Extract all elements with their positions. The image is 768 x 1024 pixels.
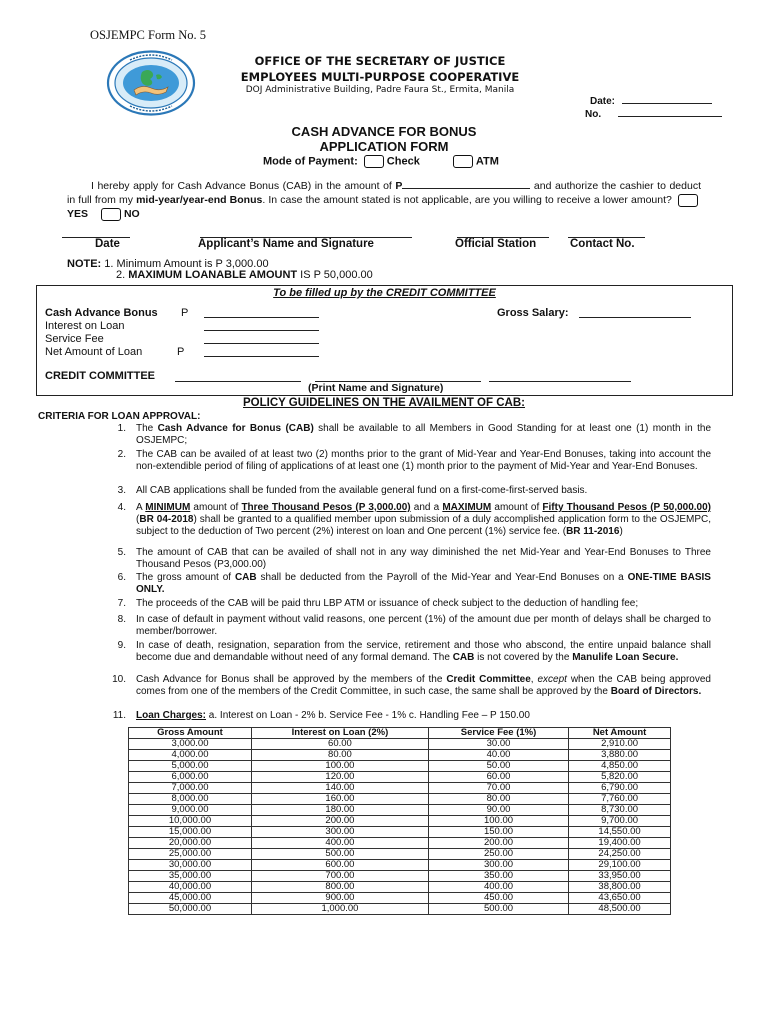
application-statement: I hereby apply for Cash Advance Bonus (CAB) in the amount of P and authorize the cashier to deduct in full from my mid-year/year-end Bonus. In case the amount stated is not applicable, are you willing to receive a lower amount? YES NO	[67, 180, 701, 221]
atm-label: ATM	[475, 155, 499, 168]
table-cell: 60.00	[428, 772, 568, 783]
table-cell: 50,000.00	[129, 904, 252, 915]
table-cell: 24,250.00	[569, 849, 671, 860]
table-row	[129, 860, 671, 871]
table-cell: 29,100.00	[569, 860, 671, 871]
date-caption: Date	[95, 238, 120, 250]
station-caption: Official Station	[455, 238, 537, 250]
table-cell: 19,400.00	[569, 838, 671, 849]
criteria-title: CRITERIA FOR LOAN APPROVAL:	[38, 411, 201, 422]
table-cell: 4,850.00	[569, 761, 671, 772]
applicant-caption: Applicant’s Name and Signature	[198, 238, 374, 250]
table-row	[129, 871, 671, 882]
table-cell: 4,000.00	[129, 750, 252, 761]
policy-title: POLICY GUIDELINES ON THE AVAILMENT OF CAB:	[243, 397, 525, 409]
table-cell: 400.00	[428, 882, 568, 893]
form-no-field[interactable]	[585, 106, 722, 122]
table-cell: 8,000.00	[129, 794, 252, 805]
table-cell: 150.00	[428, 827, 568, 838]
table-row	[129, 849, 671, 860]
office-address: DOJ Administrative Building, Padre Faura St., Ermita, Manila	[245, 85, 515, 95]
check-label: Check	[386, 155, 420, 168]
table-row	[129, 904, 671, 915]
header-service-fee: Service Fee (1%)	[428, 728, 568, 739]
table-cell: 7,760.00	[569, 794, 671, 805]
table-row	[129, 772, 671, 783]
table-row	[129, 882, 671, 893]
table-cell: 45,000.00	[129, 893, 252, 904]
criteria-item-5: 5. The amount of CAB that can be availed of shall not in any way diminished the net Mid-Year and Year-End Bonuses to Three Thousand Pesos (P3,000.00)	[117, 547, 711, 571]
header-net-amount: Net Amount	[569, 728, 671, 739]
criteria-item-6: 6. The gross amount of CAB shall be deducted from the Payroll of the Mid-Year and Year-End Bonuses on a ONE-TIME BASIS ONLY.	[117, 572, 711, 596]
table-cell: 9,700.00	[569, 816, 671, 827]
criteria-item-3: 3. All CAB applications shall be funded from the available general fund on a first-come-first-served basis.	[117, 485, 588, 496]
gross-salary-label: Gross Salary:	[497, 307, 569, 319]
table-cell: 450.00	[428, 893, 568, 904]
table-cell: 600.00	[251, 860, 428, 871]
form-title: CASH ADVANCE FOR BONUS	[291, 124, 477, 139]
table-cell: 3,000.00	[129, 739, 252, 750]
office-name: OFFICE OF THE SECRETARY OF JUSTICE	[254, 54, 506, 68]
cash-advance-blank[interactable]	[204, 307, 319, 318]
service-fee-label: Service Fee	[45, 333, 104, 345]
table-cell: 7,000.00	[129, 783, 252, 794]
interest-blank[interactable]	[204, 320, 319, 331]
table-cell: 200.00	[251, 816, 428, 827]
table-cell: 140.00	[251, 783, 428, 794]
table-cell: 25,000.00	[129, 849, 252, 860]
table-cell: 500.00	[428, 904, 568, 915]
table-cell: 100.00	[251, 761, 428, 772]
table-cell: 48,500.00	[569, 904, 671, 915]
header-interest: Interest on Loan (2%)	[251, 728, 428, 739]
criteria-item-11: 11. Loan Charges: a. Interest on Loan - 2% b. Service Fee - 1% c. Handling Fee – P 150.00	[112, 710, 530, 721]
criteria-item-9: 9. In case of death, resignation, separation from the service, retirement and those who abscond, the entire unpaid balance shall become due and demandable without need of any formal demand. The CAB is not covered by the Manulife Loan Secure.	[117, 640, 711, 664]
yes-label: YES	[67, 208, 89, 221]
criteria-item-7: 7. The proceeds of the CAB will be paid thru LBP ATM or issuance of check subject to the deduction of handling fee;	[117, 598, 639, 609]
table-cell: 100.00	[428, 816, 568, 827]
criteria-item-8: 8. In case of default in payment without valid reasons, one percent (1%) of the amount due per month of delays shall be charged to member/borrower.	[117, 614, 711, 638]
table-cell: 5,820.00	[569, 772, 671, 783]
table-cell: 160.00	[251, 794, 428, 805]
table-cell: 30,000.00	[129, 860, 252, 871]
service-fee-blank[interactable]	[204, 333, 319, 344]
criteria-item-1: 1. The Cash Advance for Bonus (CAB) shall be available to all Members in Good Standing for at least one (1) month in the OSJEMPC;	[117, 423, 711, 447]
mode-of-payment	[263, 155, 499, 169]
header-gross-amount: Gross Amount	[129, 728, 252, 739]
criteria-item-4: 4. A MINIMUM amount of Three Thousand Pesos (P 3,000.00) and a MAXIMUM amount of Fifty Thousand Pesos (P 50,000.00) (BR 04-2018) shall be granted to a qualified member upon submission of a duly accomplished application form to the OSJEMPC, subject to the deduction of Two percent (2%) interest on loan and One percent (1%) service fee. (BR 11-2016)	[117, 502, 712, 538]
committee-signature-line-3[interactable]	[489, 371, 631, 382]
table-cell: 200.00	[428, 838, 568, 849]
mode-of-payment-label: Mode of Payment:	[263, 155, 358, 168]
table-cell: 14,550.00	[569, 827, 671, 838]
no-label: No.	[585, 109, 602, 120]
loan-charges-label: Loan Charges:	[136, 710, 207, 721]
note-line-1: NOTE: 1. Minimum Amount is P 3,000.00	[67, 258, 269, 270]
contact-caption: Contact No.	[570, 238, 635, 250]
cash-advance-p: P	[181, 307, 189, 319]
table-cell: 3,880.00	[569, 750, 671, 761]
table-cell: 500.00	[251, 849, 428, 860]
cooperative-seal-logo	[106, 50, 196, 116]
amount-blank[interactable]	[402, 178, 530, 189]
table-cell: 6,790.00	[569, 783, 671, 794]
table-cell: 2,910.00	[569, 739, 671, 750]
table-cell: 80.00	[428, 794, 568, 805]
check-checkbox[interactable]	[364, 155, 384, 168]
form-subtitle: APPLICATION FORM	[319, 139, 449, 154]
table-row	[129, 739, 671, 750]
table-cell: 38,800.00	[569, 882, 671, 893]
credit-committee-heading: To be filled up by the CREDIT COMMITTEE	[273, 287, 496, 299]
no-checkbox[interactable]	[101, 208, 121, 221]
table-cell: 180.00	[251, 805, 428, 816]
table-cell: 60.00	[251, 739, 428, 750]
table-cell: 700.00	[251, 871, 428, 882]
table-cell: 33,950.00	[569, 871, 671, 882]
table-cell: 40.00	[428, 750, 568, 761]
table-cell: 43,650.00	[569, 893, 671, 904]
table-cell: 900.00	[251, 893, 428, 904]
table-row	[129, 761, 671, 772]
form-number: OSJEMPC Form No. 5	[90, 28, 206, 42]
table-cell: 400.00	[251, 838, 428, 849]
yes-checkbox[interactable]	[678, 194, 698, 207]
table-header-row	[129, 728, 671, 739]
criteria-item-2: 2. The CAB can be availed of at least two (2) months prior to the grant of Mid-Year and Year-End Bonuses, taking into account the non-extendible period of filing of applications of at least one (1) month prior to the payment of Mid-Year and Year-End Bonuses.	[117, 449, 711, 473]
loan-charges-table	[128, 727, 671, 915]
print-name-caption: (Print Name and Signature)	[308, 382, 444, 394]
credit-committee-box	[36, 285, 733, 396]
table-cell: 6,000.00	[129, 772, 252, 783]
atm-checkbox[interactable]	[453, 155, 473, 168]
table-cell: 9,000.00	[129, 805, 252, 816]
table-row	[129, 805, 671, 816]
table-cell: 15,000.00	[129, 827, 252, 838]
table-cell: 300.00	[428, 860, 568, 871]
table-cell: 30.00	[428, 739, 568, 750]
cooperative-name: EMPLOYEES MULTI-PURPOSE COOPERATIVE	[240, 70, 520, 84]
interest-label: Interest on Loan	[45, 320, 125, 332]
note-line-2: 2. MAXIMUM LOANABLE AMOUNT IS P 50,000.00	[116, 269, 373, 281]
table-row	[129, 750, 671, 761]
table-row	[129, 893, 671, 904]
date-label: Date:	[590, 96, 616, 107]
table-row	[129, 827, 671, 838]
table-row	[129, 783, 671, 794]
table-cell: 90.00	[428, 805, 568, 816]
table-row	[129, 794, 671, 805]
committee-signature-line-2[interactable]	[315, 371, 481, 382]
table-row	[129, 816, 671, 827]
table-cell: 20,000.00	[129, 838, 252, 849]
table-cell: 1,000.00	[251, 904, 428, 915]
table-cell: 70.00	[428, 783, 568, 794]
table-cell: 800.00	[251, 882, 428, 893]
table-cell: 35,000.00	[129, 871, 252, 882]
table-cell: 50.00	[428, 761, 568, 772]
no-blank[interactable]	[618, 106, 722, 117]
date-blank[interactable]	[622, 93, 712, 104]
cash-advance-label: Cash Advance Bonus	[45, 307, 158, 319]
net-amount-label: Net Amount of Loan	[45, 346, 143, 358]
table-cell: 250.00	[428, 849, 568, 860]
table-cell: 5,000.00	[129, 761, 252, 772]
table-cell: 8,730.00	[569, 805, 671, 816]
net-amount-p: P	[177, 346, 185, 358]
table-row	[129, 838, 671, 849]
table-cell: 300.00	[251, 827, 428, 838]
table-cell: 80.00	[251, 750, 428, 761]
credit-committee-label: CREDIT COMMITTEE	[45, 370, 155, 382]
no-label: NO	[123, 208, 140, 221]
table-cell: 350.00	[428, 871, 568, 882]
committee-signature-line-1[interactable]	[175, 371, 301, 382]
net-amount-blank[interactable]	[204, 346, 319, 357]
table-cell: 40,000.00	[129, 882, 252, 893]
criteria-item-10: 10. Cash Advance for Bonus shall be approved by the members of the Credit Committee, except when the CAB being approved comes from one of the members of the Credit Committee, in such case, the same shall be approved by the Board of Directors.	[112, 674, 711, 698]
gross-salary-blank[interactable]	[579, 307, 691, 318]
table-cell: 10,000.00	[129, 816, 252, 827]
table-cell: 120.00	[251, 772, 428, 783]
